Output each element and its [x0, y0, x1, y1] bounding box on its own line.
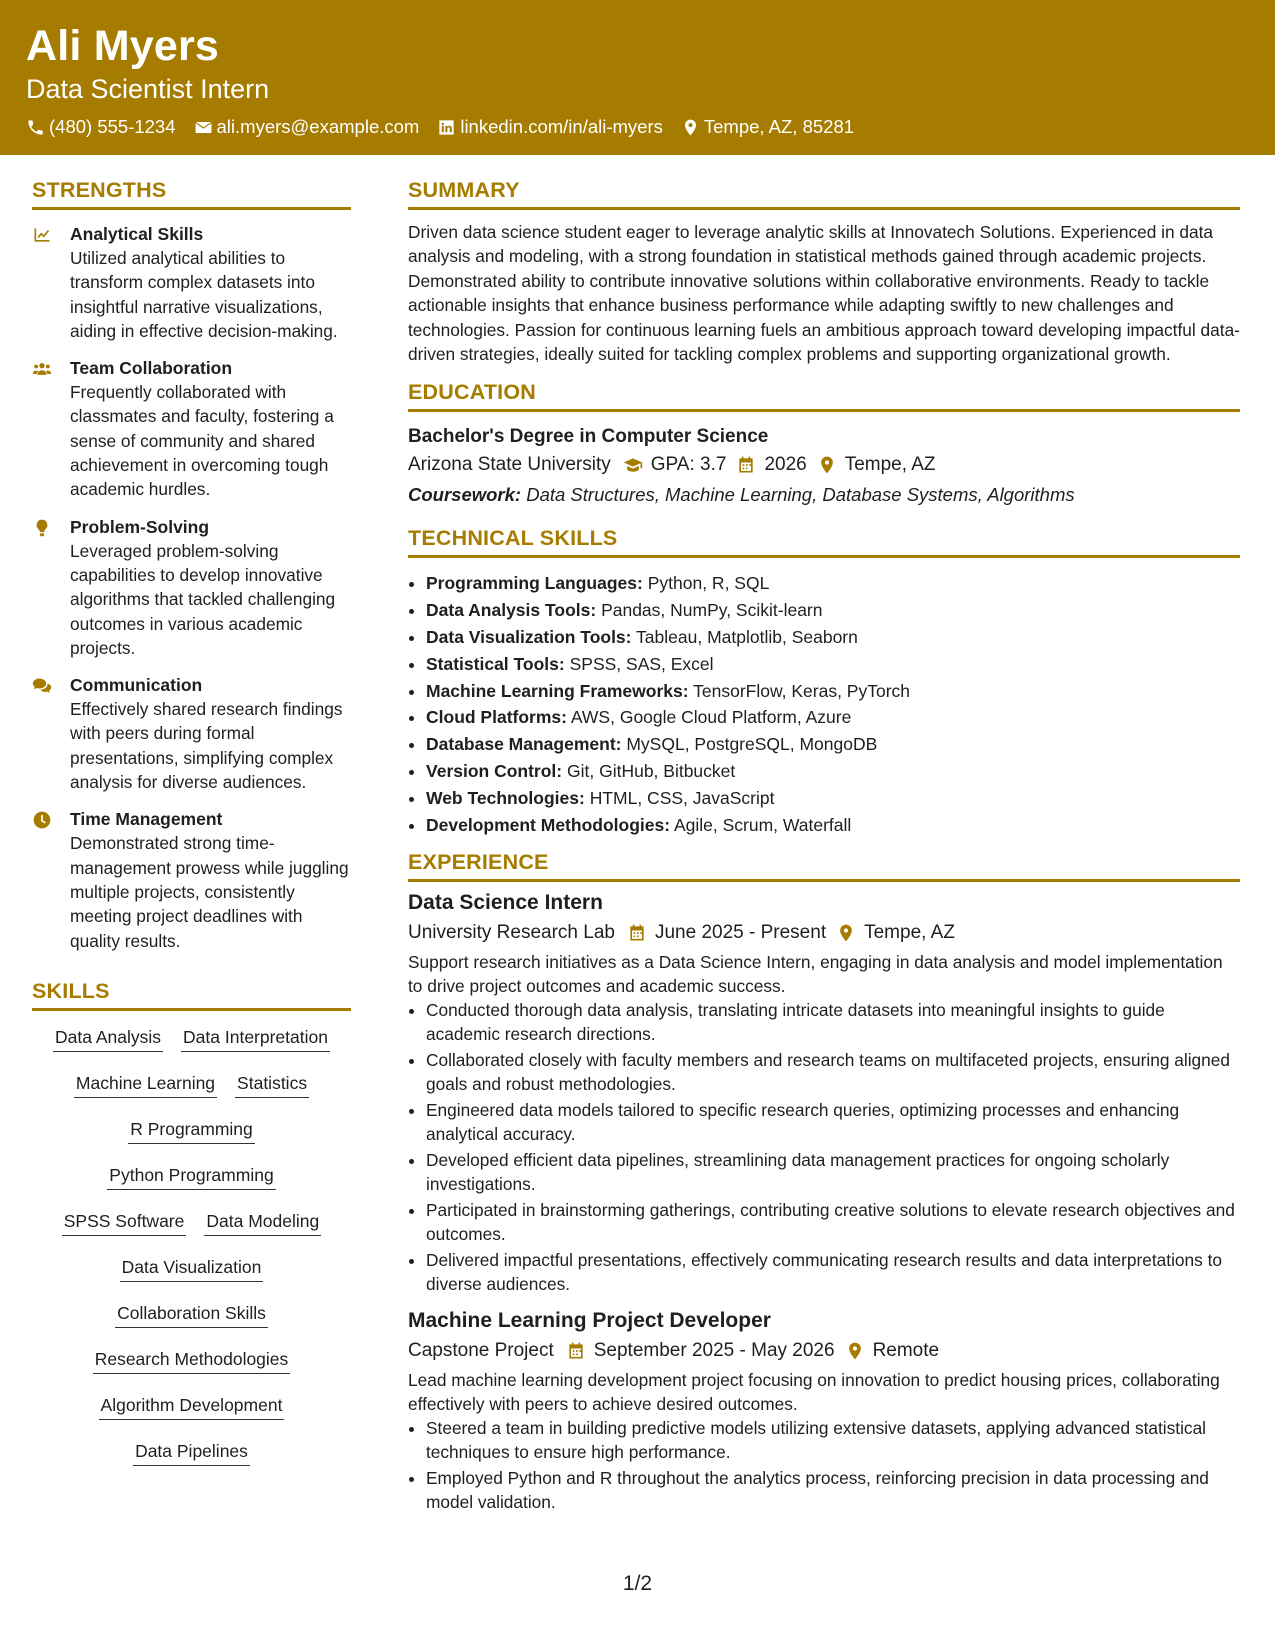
contact-email[interactable] — [194, 116, 420, 138]
phone-text: (480) 555-1234 — [49, 116, 176, 137]
summary-text: Driven data science student eager to leverage analytic skills at Innovatech Solutions. Experienced in data analysis and modeling, with a strong foundation in statistical methods gained through academic projects. Demonstrated ability to contribute innovative solutions within collaborative environments. Ready to tackle actionable insights that enhance business performance while adapting swiftly to new challenges and technologies. Passion for continuous learning fuels an ambitious approach toward developing impactful data-driven strategies, ideally suited for tackling complex problems and supporting organizational growth. — [408, 222, 1240, 365]
job-meta — [408, 1336, 1240, 1366]
right-column — [408, 178, 1240, 1524]
education-location: Tempe, AZ — [844, 454, 936, 476]
skills-title: SKILLS — [32, 979, 351, 1011]
strength-item — [32, 515, 351, 660]
lightbulb-icon — [32, 518, 52, 538]
strength-title: Communication — [70, 675, 203, 696]
strength-item — [32, 673, 351, 794]
list-item: • Data Analysis Tools: Pandas, NumPy, Scikit-learn — [426, 597, 1240, 624]
education-year: 2026 — [764, 454, 807, 476]
strength-item — [32, 356, 351, 501]
job-org: Capstone Project — [408, 1340, 554, 1362]
skill-chip: Research Methodologies — [93, 1349, 291, 1374]
skill-chip: Collaboration Skills — [115, 1303, 268, 1328]
phone-icon — [26, 118, 45, 137]
contact-linkedin[interactable] — [437, 116, 663, 138]
skill-chip: Data Modeling — [204, 1211, 321, 1236]
graduation-cap-icon — [623, 455, 643, 475]
job-entry — [408, 1306, 1240, 1514]
contact-location — [681, 116, 854, 138]
strength-item — [32, 222, 351, 343]
skill-chip: SPSS Software — [62, 1211, 187, 1236]
comments-icon — [32, 676, 52, 696]
education-degree: Bachelor's Degree in Computer Science — [408, 426, 769, 448]
resume-header — [0, 0, 1275, 155]
linkedin-icon — [437, 118, 456, 137]
job-title: Machine Learning Project Developer — [408, 1309, 771, 1333]
map-marker-icon — [845, 1341, 865, 1361]
strength-title: Analytical Skills — [70, 224, 204, 244]
education-gpa: GPA: 3.7 — [650, 454, 727, 476]
list-item: • Machine Learning Frameworks: TensorFlow, Keras, PyTorch — [426, 678, 1240, 705]
skill-chip: Data Visualization — [120, 1257, 264, 1282]
job-desc: Lead machine learning development project focusing on innovation to predict housing prices, collaborating effectively with peers to achieve desired outcomes. — [408, 1370, 1220, 1415]
list-item: • Conducted thorough data analysis, translating intricate datasets into meaningful insights to guide academic research directions. — [426, 998, 1240, 1046]
page-number: 1/2 — [622, 1572, 653, 1595]
summary-title: SUMMARY — [408, 178, 1240, 210]
strength-desc: Utilized analytical abilities to transform complex datasets into insightful narrative visualizations, aiding in effective decision-making. — [70, 248, 338, 341]
job-dates: June 2025 - Present — [654, 922, 827, 944]
strength-desc: Leveraged problem-solving capabilities to develop innovative algorithms that tackled challenging outcomes in various academic projects. — [70, 540, 336, 658]
strengths-title: STRENGTHS — [32, 178, 351, 210]
skill-chip: R Programming — [128, 1119, 255, 1144]
list-item: • Cloud Platforms: AWS, Google Cloud Platform, Azure — [426, 704, 1240, 731]
left-column — [32, 178, 351, 1487]
strength-item — [32, 807, 351, 952]
email-link[interactable]: ali.myers@example.com — [216, 116, 420, 137]
education-coursework — [408, 480, 1240, 510]
list-item: • Engineered data models tailored to specific research queries, optimizing processes and enhancing analytical accuracy. — [426, 1098, 1240, 1146]
users-icon — [32, 359, 52, 379]
clock-icon — [32, 810, 52, 830]
skill-chip: Data Pipelines — [133, 1441, 250, 1466]
job-title: Data Science Intern — [408, 891, 603, 915]
job-location: Remote — [872, 1340, 940, 1362]
skill-chip: Algorithm Development — [99, 1395, 285, 1420]
job-entry — [408, 888, 1240, 1296]
calendar-icon — [736, 455, 756, 475]
education-meta — [408, 450, 1240, 480]
list-item: • Database Management: MySQL, PostgreSQL, MongoDB — [426, 731, 1240, 758]
map-marker-icon — [817, 455, 837, 475]
education-school: Arizona State University — [408, 454, 611, 476]
envelope-icon — [194, 118, 213, 137]
skill-chip: Data Interpretation — [181, 1027, 330, 1052]
education-title: EDUCATION — [408, 380, 1240, 412]
chart-line-icon — [32, 225, 52, 245]
list-item: • Delivered impactful presentations, effectively communicating research results and data interpretations to diverse audiences. — [426, 1248, 1240, 1296]
linkedin-link[interactable]: linkedin.com/in/ali-myers — [460, 116, 663, 137]
strength-desc: Demonstrated strong time-management prowess while juggling multiple projects, consistently meeting project deadlines with quality results. — [70, 833, 349, 951]
calendar-icon — [627, 923, 647, 943]
job-bullets — [408, 1416, 1240, 1514]
job-bullets — [408, 998, 1240, 1296]
job-desc: Support research initiatives as a Data Science Intern, engaging in data analysis and model implementation to drive project outcomes and academic success. — [408, 952, 1223, 997]
map-marker-icon — [681, 118, 700, 137]
skill-chip: Python Programming — [107, 1165, 275, 1190]
strength-title: Team Collaboration — [70, 358, 233, 379]
coursework-text: Data Structures, Machine Learning, Database Systems, Algorithms — [526, 484, 1075, 506]
list-item: • Developed efficient data pipelines, streamlining data management practices for ongoing scholarly investigations. — [426, 1148, 1240, 1196]
skill-chip: Data Analysis — [53, 1027, 163, 1052]
experience-title: EXPERIENCE — [408, 850, 1240, 882]
skill-chip: Machine Learning — [74, 1073, 217, 1098]
candidate-name: Ali Myers — [26, 22, 219, 70]
strength-desc: Effectively shared research findings with peers during formal presentations, simplifying complex analysis for diverse audiences. — [70, 699, 343, 793]
strength-desc: Frequently collaborated with classmates and faculty, fostering a sense of community and shared achievement in overcoming tough academic hurdles. — [70, 382, 334, 500]
job-location: Tempe, AZ — [864, 922, 955, 944]
technical-skills-title: TECHNICAL SKILLS — [408, 526, 1240, 558]
location-text: Tempe, AZ, 85281 — [703, 116, 855, 137]
list-item: • Development Methodologies: Agile, Scrum, Waterfall — [426, 812, 1240, 839]
skills-list — [32, 1027, 351, 1487]
coursework-label: Coursework: — [408, 484, 522, 506]
calendar-icon — [566, 1341, 586, 1361]
contact-phone — [26, 116, 176, 138]
job-org: University Research Lab — [408, 922, 615, 944]
job-dates: September 2025 - May 2026 — [593, 1340, 835, 1362]
job-meta — [408, 918, 1240, 948]
list-item: • Programming Languages: Python, R, SQL — [426, 570, 1240, 597]
list-item: • Statistical Tools: SPSS, SAS, Excel — [426, 651, 1240, 678]
contact-row — [26, 116, 872, 138]
list-item: • Data Visualization Tools: Tableau, Matplotlib, Seaborn — [426, 624, 1240, 651]
skill-chip: Statistics — [235, 1073, 309, 1098]
list-item: • Steered a team in building predictive models utilizing extensive datasets, applying advanced statistical techniques to ensure high performance. — [426, 1416, 1240, 1464]
list-item: • Collaborated closely with faculty members and research teams on multifaceted projects, ensuring aligned goals and robust methodologies. — [426, 1048, 1240, 1096]
list-item: • Participated in brainstorming gatherings, contributing creative solutions to elevate research objectives and outcomes. — [426, 1198, 1240, 1246]
map-marker-icon — [836, 923, 856, 943]
technical-skills-list — [408, 570, 1240, 838]
list-item: • Employed Python and R throughout the analytics process, reinforcing precision in data processing and model validation. — [426, 1466, 1240, 1514]
strength-title: Problem-Solving — [70, 516, 210, 537]
list-item: • Version Control: Git, GitHub, Bitbucket — [426, 758, 1240, 785]
list-item: • Web Technologies: HTML, CSS, JavaScript — [426, 785, 1240, 812]
strength-title: Time Management — [70, 809, 223, 830]
candidate-role: Data Scientist Intern — [26, 74, 270, 104]
